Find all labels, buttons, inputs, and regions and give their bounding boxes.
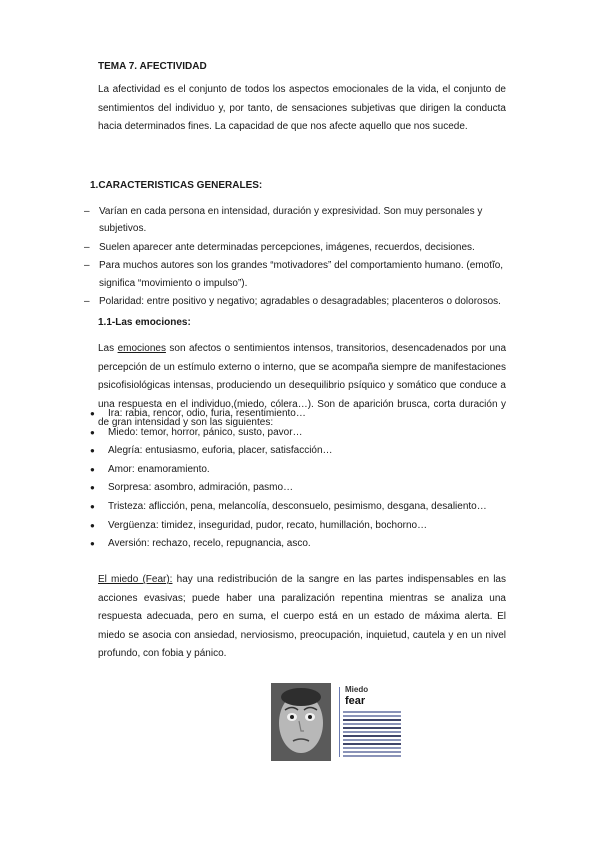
- list-item-text: Polaridad: entre positivo y negativo; agradables o desagradables; placenteros o dolorosos.: [99, 296, 501, 308]
- list-item: [84, 293, 524, 310]
- annotation-line: [343, 719, 401, 721]
- emociones-prefix: Las: [98, 343, 118, 354]
- list-item-text: Miedo: temor, horror, pánico, susto, pavor…: [108, 426, 303, 438]
- bullet-marker: ●: [90, 409, 95, 418]
- list-item-text: Para muchos autores son los grandes “motivadores” del comportamiento humano. (emotĩo, significa “movimiento o impulso”).: [99, 260, 504, 289]
- list-item-text: Aversión: rechazo, recelo, repugnancia, asco.: [108, 538, 311, 550]
- list-item: [90, 535, 520, 554]
- bullet-marker: ●: [90, 446, 95, 456]
- dash-marker: –: [84, 260, 90, 272]
- list-item-text: Ira: rabia, rencor, odio, furia, resentimiento…: [108, 408, 306, 419]
- list-item: [84, 239, 524, 256]
- list-item: [90, 461, 520, 480]
- bullet-marker: ●: [90, 464, 95, 474]
- list-item: [90, 498, 520, 517]
- list-item: [84, 203, 524, 238]
- bullet-marker: ●: [90, 483, 95, 493]
- annotation-line: [343, 715, 401, 717]
- dash-marker: –: [84, 206, 90, 217]
- fear-face-image: [271, 683, 331, 761]
- figure-label-en: fear: [345, 695, 366, 707]
- fear-paragraph: [98, 571, 506, 664]
- list-item-text: Tristeza: aflicción, pena, melancolía, desconsuelo, pesimismo, desgana, desaliento…: [108, 500, 487, 512]
- list-item-text: Sorpresa: asombro, admiración, pasmo…: [108, 482, 294, 494]
- annotation-line: [343, 755, 401, 757]
- list-item: [90, 479, 520, 498]
- emotions-list: [90, 405, 520, 554]
- list-item: [90, 517, 520, 536]
- fear-label: El miedo (Fear):: [98, 574, 173, 585]
- annotation-line: [343, 747, 401, 749]
- list-item: [90, 424, 520, 443]
- left-pupil: [290, 715, 294, 719]
- face-illustration: [271, 683, 331, 761]
- annotation-line: [343, 743, 401, 745]
- list-item: [90, 405, 520, 424]
- right-pupil: [308, 715, 312, 719]
- list-item-text: Alegría: entusiasmo, euforia, placer, satisfacción…: [108, 445, 333, 457]
- annotation-line: [343, 727, 401, 729]
- list-item: [90, 442, 520, 461]
- annotation-line: [343, 723, 401, 725]
- intro-paragraph: La afectividad es el conjunto de todos los aspectos emocionales de la vida, el conjunto de sentimientos del individuo y, por tanto, de sensaciones subjetivas que dirigen la conducta hacia determinados fines. La capacidad de que nos afecte aquello que nos sucede.: [98, 84, 506, 133]
- section-heading-emociones: 1.1-Las emociones:: [98, 317, 191, 328]
- bullet-marker: ●: [90, 427, 95, 437]
- fear-annotation-panel: [335, 683, 405, 761]
- annotation-line: [343, 711, 401, 713]
- bullet-marker: ●: [90, 520, 95, 530]
- list-item-text: Suelen aparecer ante determinadas percepciones, imágenes, recuerdos, decisiones.: [99, 241, 475, 253]
- hair-shape: [281, 688, 321, 706]
- fear-text: hay una redistribución de la sangre en las partes indispensables en las acciones evasivas; puede haber una paralización repentina mientras se analiza una respuesta adecuada, pero en suma, el cuerpo está en un estado de máxima alerta. El miedo se asocia con ansiedad, nerviosismo, preocupación, inquietud, cautela y en un nivel profundo, con fobia y pánico.: [98, 574, 506, 660]
- list-item-text: Amor: enamoramiento.: [108, 463, 210, 475]
- emociones-term: emociones: [117, 343, 166, 354]
- list-item-text: Vergüenza: timidez, inseguridad, pudor, recato, humillación, bochorno…: [108, 519, 428, 531]
- bullet-marker: ●: [90, 539, 95, 549]
- annotation-line: [343, 751, 401, 753]
- section-heading-caracteristicas: 1.CARACTERISTICAS GENERALES:: [90, 180, 263, 191]
- list-item: [84, 257, 524, 292]
- annotation-line: [343, 731, 401, 733]
- dash-marker: –: [84, 296, 90, 308]
- annotation-line: [343, 735, 401, 737]
- dash-marker: –: [84, 241, 90, 253]
- bullet-marker: ●: [90, 501, 95, 511]
- figure-label-es: Miedo: [345, 685, 369, 694]
- page-title: TEMA 7. AFECTIVIDAD: [98, 61, 207, 72]
- emociones-text: son afectos o sentimientos intensos, transitorios, desencadenados por una percepción de un estímulo externo o interno, que se acompaña siempre de manifestaciones psicofisiológicas intensas, produciendo un desequilibrio psíquico y somático que conduce a una respuesta en el individuo,(miedo, cólera…). Son de aparición brusca, corta duración y de gran intensidad y son las siguientes:: [98, 343, 507, 429]
- caracteristicas-list: [84, 203, 524, 311]
- annotation-line: [343, 739, 401, 741]
- panel-divider: [339, 687, 340, 757]
- list-item-text: Varían en cada persona en intensidad, duración y expresividad. Son muy personales y subjetivos.: [99, 206, 483, 235]
